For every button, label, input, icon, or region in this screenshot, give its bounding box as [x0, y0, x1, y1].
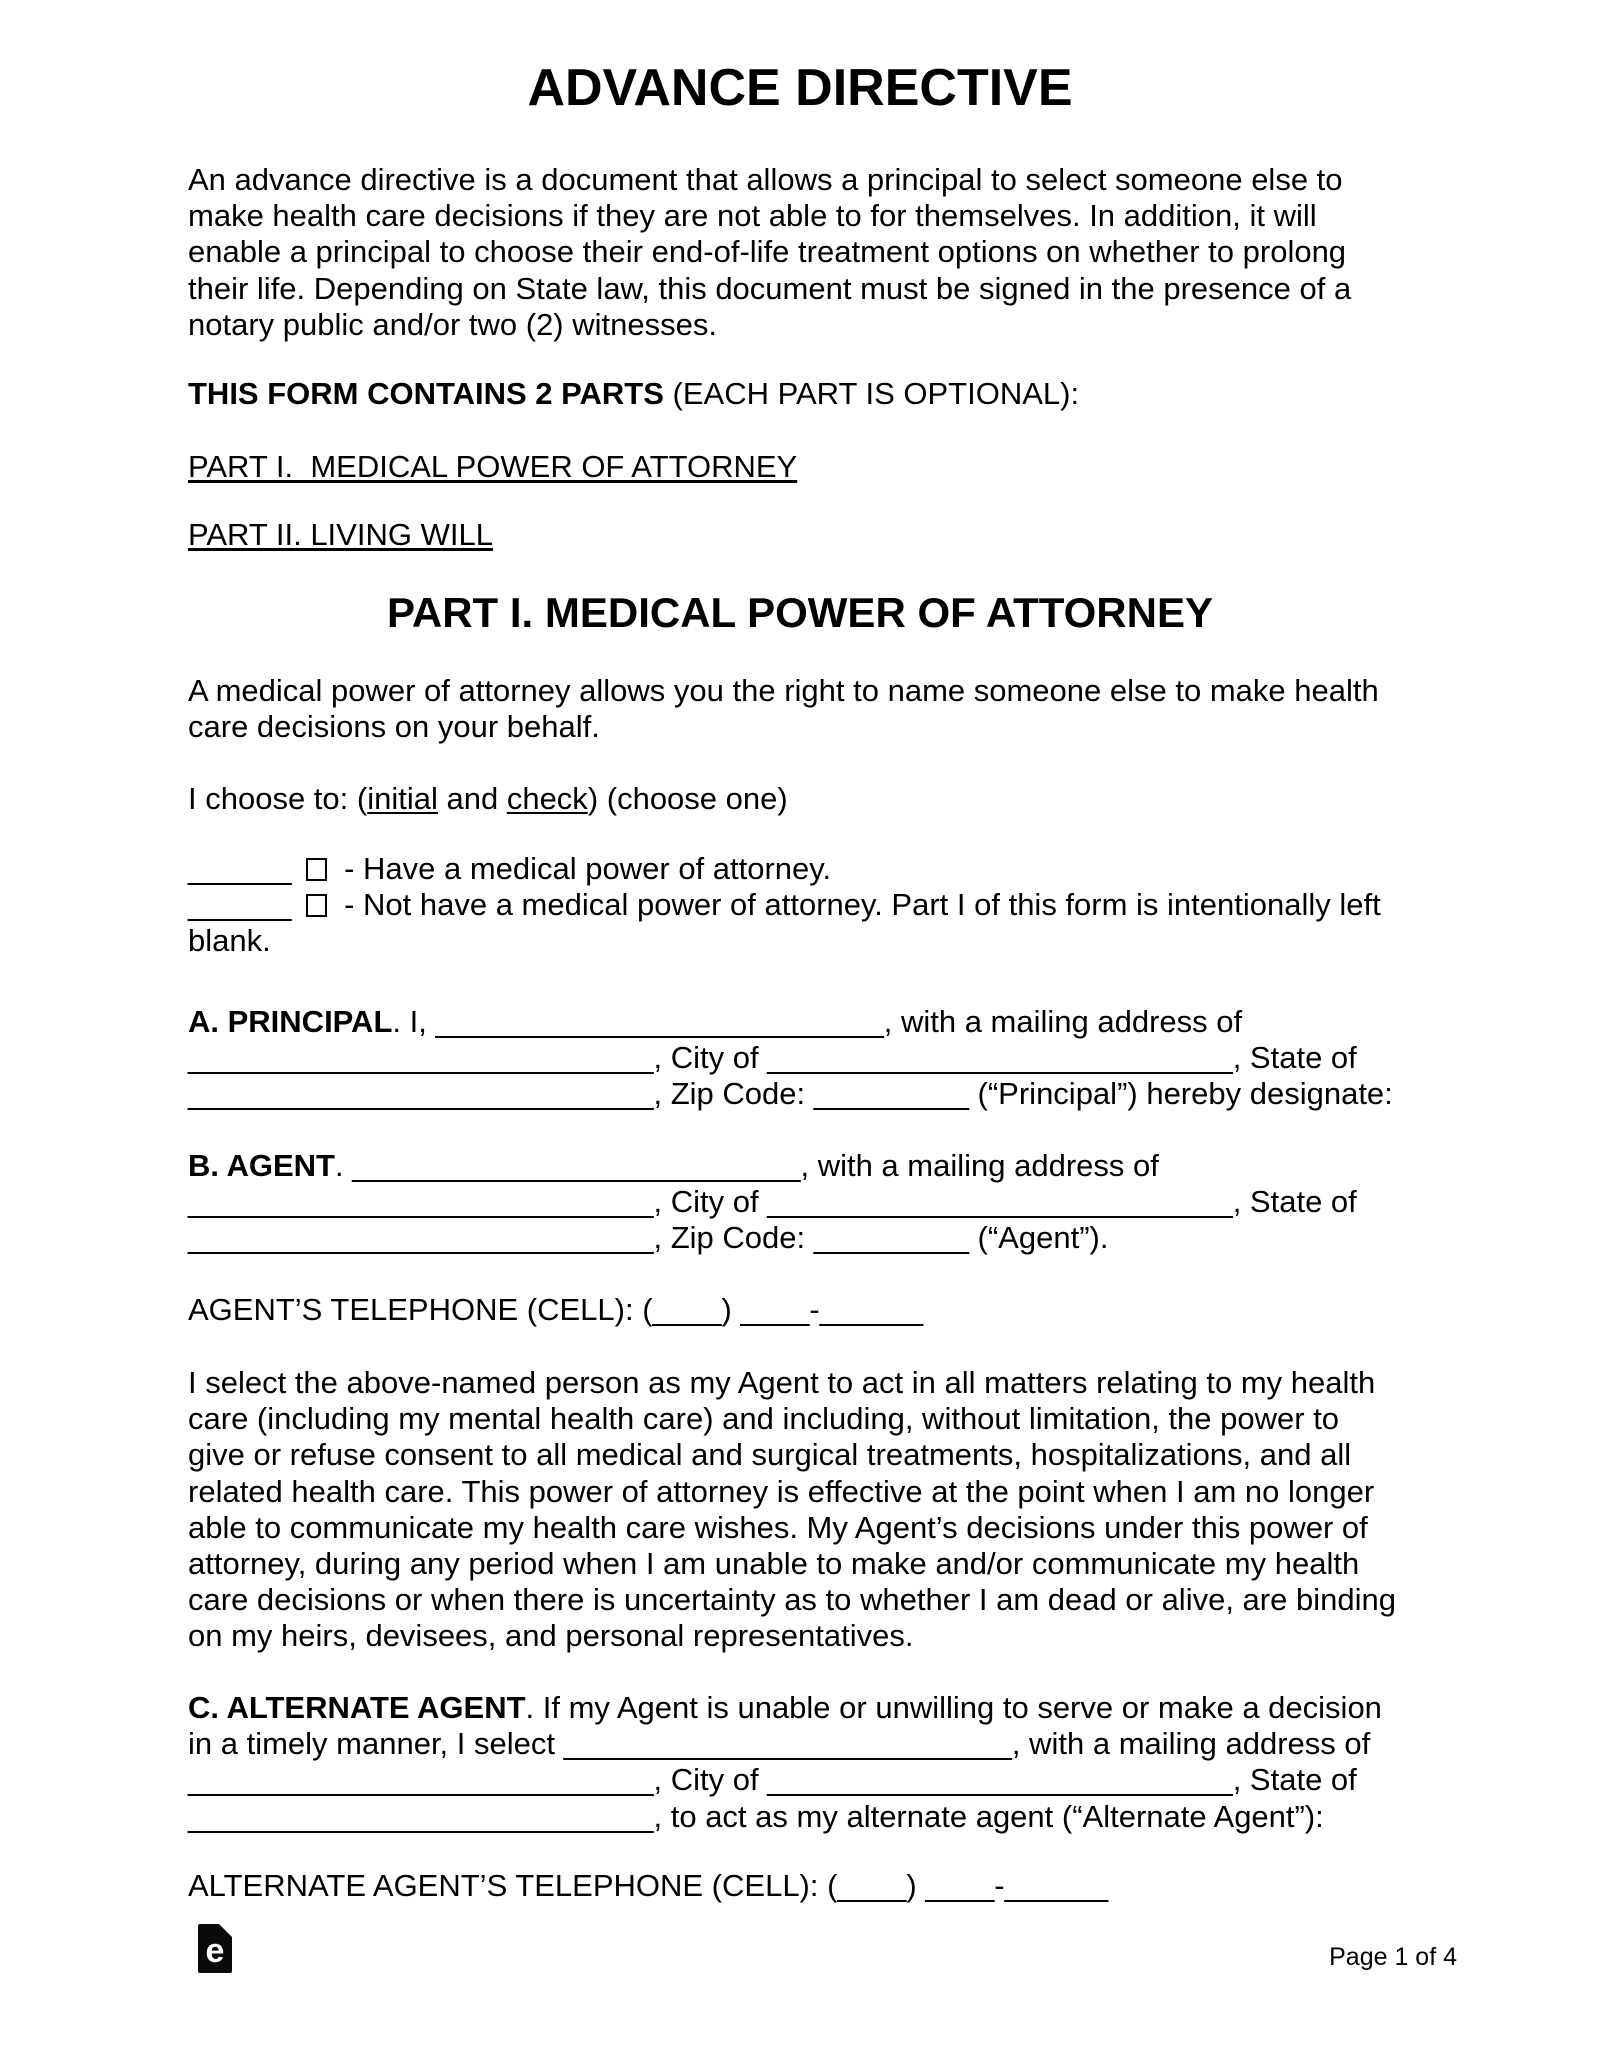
principal-text: , Zip Code:	[653, 1076, 814, 1112]
form-parts-note	[188, 376, 1079, 412]
agent-text: , State of	[1232, 1184, 1357, 1220]
mpoa-description-line: A medical power of attorney allows you the right to name someone else to make health	[188, 673, 1379, 708]
alternate-agent-phone-line[interactable]: ALTERNATE AGENT’S TELEPHONE (CELL): (____) ____-______	[188, 1868, 1109, 1903]
agent-name-blank[interactable]: __________________________	[352, 1148, 801, 1183]
alternate-agent-text: , to act as my alternate agent (“Alternate Agent”):	[653, 1798, 1324, 1834]
intro-line: enable a principal to choose their end-of-life treatment options on whether to prolong	[188, 234, 1347, 270]
part1-heading: PART I. MEDICAL POWER OF ATTORNEY	[386, 589, 1213, 636]
form-parts-note-rest: (EACH PART IS OPTIONAL):	[663, 376, 1080, 411]
page-number: Page 1 of 4	[1329, 1943, 1457, 1971]
principal-city-blank[interactable]: ___________________________	[767, 1040, 1233, 1076]
agent-powers-line: on my heirs, devisees, and personal representatives.	[188, 1618, 914, 1654]
principal-text: , with a mailing address of	[883, 1004, 1243, 1039]
principal-zip-blank[interactable]: _________	[813, 1076, 969, 1112]
alternate-agent-address-blank[interactable]: ___________________________	[188, 1762, 654, 1798]
principal-text: , State of	[1232, 1040, 1357, 1076]
option-have-mpoa-label: - Have a medical power of attorney.	[335, 851, 832, 886]
agent-powers-line: give or refuse consent to all medical and surgical treatments, hospitalizations, and all	[188, 1437, 1352, 1473]
have-mpoa-initial-blank[interactable]: ______	[188, 851, 292, 886]
not-have-mpoa-initial-blank[interactable]: ______	[188, 887, 292, 923]
principal-section	[188, 1004, 1393, 1113]
check-underlined: check	[506, 781, 588, 816]
agent-text: , City of	[653, 1184, 768, 1220]
agent-powers-line: attorney, during any period when I am unable to make and/or communicate my health	[188, 1546, 1360, 1582]
alternate-agent-text: , City of	[653, 1762, 768, 1798]
eforms-logo	[198, 1924, 232, 1973]
choose-text: and	[437, 781, 507, 816]
intro-line: make health care decisions if they are not able to for themselves. In addition, it will	[188, 198, 1317, 234]
alternate-agent-name-blank[interactable]: __________________________	[563, 1726, 1012, 1762]
choose-instruction	[188, 781, 788, 817]
choose-text: ) (choose one)	[587, 781, 788, 816]
not-have-mpoa-checkbox[interactable]	[306, 894, 327, 917]
principal-address-blank[interactable]: ___________________________	[188, 1040, 654, 1076]
agent-text: , Zip Code:	[653, 1220, 814, 1256]
choose-text: I choose to: (	[188, 781, 368, 816]
agent-text: (“Agent”).	[968, 1220, 1109, 1256]
part2-link-label: PART II. LIVING WILL	[188, 517, 493, 552]
principal-name-blank[interactable]: __________________________	[435, 1004, 884, 1039]
alternate-agent-text: . If my Agent is unable or unwilling to serve or make a decision	[525, 1690, 1382, 1725]
option-not-have-mpoa-label-cont: blank.	[188, 923, 271, 959]
alternate-agent-state-blank[interactable]: ___________________________	[188, 1798, 654, 1834]
intro-line: An advance directive is a document that allows a principal to select someone else to	[188, 162, 1343, 197]
part1-link	[188, 449, 797, 485]
mpoa-options	[188, 851, 1381, 960]
mpoa-description	[188, 673, 1379, 745]
intro-line: notary public and/or two (2) witnesses.	[188, 306, 717, 342]
alternate-agent-phone	[188, 1868, 1108, 1904]
form-parts-note-bold: THIS FORM CONTAINS 2 PARTS	[188, 376, 664, 411]
agent-section-label: B. AGENT	[188, 1148, 335, 1183]
agent-phone	[188, 1292, 923, 1328]
alternate-agent-text: , with a mailing address of	[1011, 1726, 1371, 1762]
intro-line: their life. Depending on State law, this document must be signed in the presence of a	[188, 270, 1352, 306]
initial-underlined: initial	[367, 781, 438, 816]
agent-phone-line[interactable]: AGENT’S TELEPHONE (CELL): (____) ____-______	[188, 1292, 924, 1327]
option-have-mpoa	[188, 851, 1381, 887]
alternate-agent-label: C. ALTERNATE AGENT	[188, 1690, 526, 1725]
principal-section-label: A. PRINCIPAL	[188, 1004, 393, 1039]
mpoa-description-line: care decisions on your behalf.	[188, 709, 600, 745]
part1-link-label: PART I. MEDICAL POWER OF ATTORNEY	[188, 449, 798, 484]
principal-text: . I,	[392, 1004, 436, 1039]
principal-state-blank[interactable]: ___________________________	[188, 1076, 654, 1112]
alternate-agent-section	[188, 1690, 1382, 1835]
intro-paragraph	[188, 162, 1351, 343]
agent-text: , with a mailing address of	[800, 1148, 1159, 1183]
agent-zip-blank[interactable]: _________	[813, 1220, 969, 1256]
agent-powers-line: related health care. This power of attorney is effective at the point when I am no longer	[188, 1473, 1375, 1509]
alternate-agent-text: in a timely manner, I select	[188, 1726, 564, 1762]
alternate-agent-text: , State of	[1232, 1762, 1357, 1798]
have-mpoa-checkbox[interactable]	[306, 858, 327, 881]
agent-powers-paragraph	[188, 1365, 1396, 1655]
principal-text: , City of	[653, 1040, 768, 1076]
option-not-have-mpoa-label: - Not have a medical power of attorney. Part I of this form is intentionally left	[335, 887, 1381, 923]
agent-address-blank[interactable]: ___________________________	[188, 1184, 654, 1220]
principal-text: (“Principal”) hereby designate:	[968, 1076, 1393, 1112]
agent-state-blank[interactable]: ___________________________	[188, 1220, 654, 1256]
document-title: ADVANCE DIRECTIVE	[527, 59, 1073, 117]
agent-powers-line: care (including my mental health care) and including, without limitation, the power to	[188, 1401, 1340, 1437]
agent-text: .	[334, 1148, 353, 1183]
agent-powers-line: I select the above-named person as my Agent to act in all matters relating to my health	[188, 1365, 1376, 1400]
alternate-agent-city-blank[interactable]: ___________________________	[767, 1762, 1233, 1798]
agent-powers-line: able to communicate my health care wishes. My Agent’s decisions under this power of	[188, 1509, 1368, 1545]
eforms-logo-letter: e	[205, 1932, 225, 1970]
agent-city-blank[interactable]: ___________________________	[767, 1184, 1233, 1220]
part2-link	[188, 517, 493, 553]
agent-powers-line: care decisions or when there is uncertainty as to whether I am dead or alive, are binding	[188, 1582, 1396, 1618]
option-not-have-mpoa	[188, 887, 1381, 923]
agent-section	[188, 1148, 1357, 1257]
